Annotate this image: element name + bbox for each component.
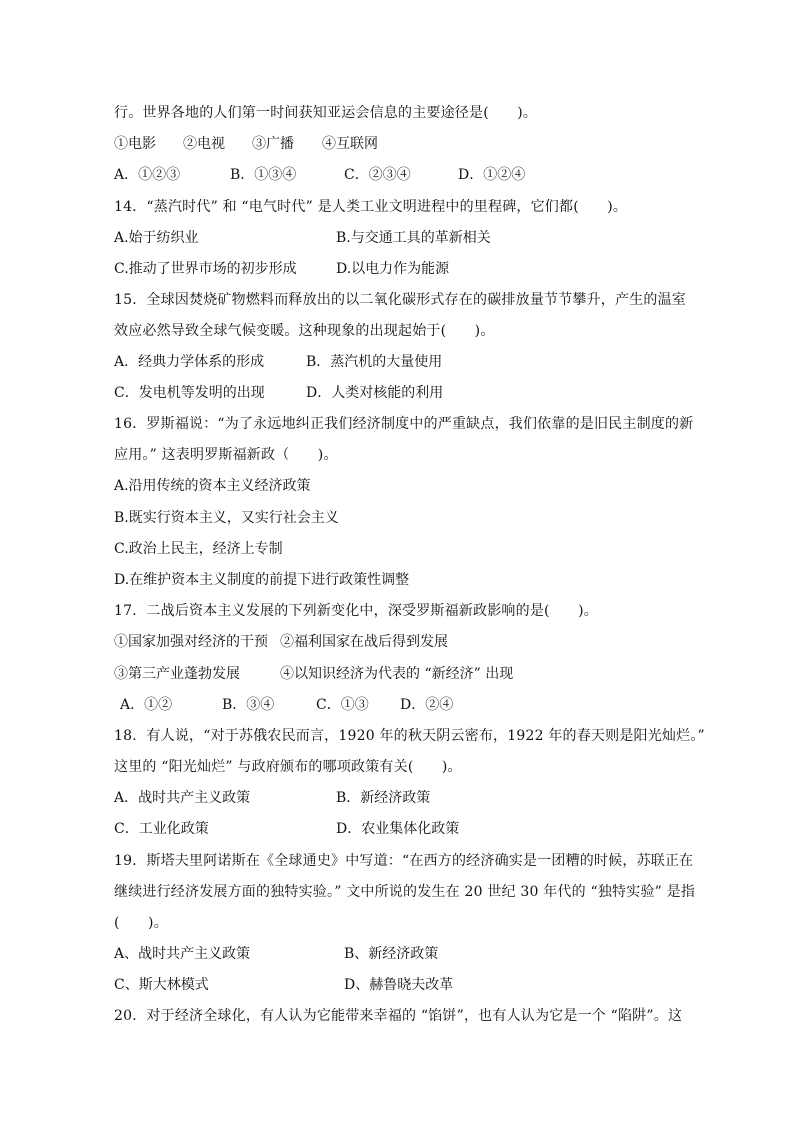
q17-item-2: ②福利国家在战后得到发展 xyxy=(280,634,448,650)
q15-stem-line-2: 效应必然导致全球气候变暖。这种现象的出现起始于( )。 xyxy=(114,323,495,339)
q18-stem-line-2: 这里的 “阳光灿烂” 与政府颁布的哪项政策有关( )。 xyxy=(114,759,462,775)
q15-stem-line-1: 15．全球因焚烧矿物燃料而释放出的以二氧化碳形式存在的碳排放量节节攀升，产生的温室 xyxy=(114,292,687,308)
q13-option-a: A．①②③ xyxy=(114,167,181,183)
q18-option-d: D．农业集体化政策 xyxy=(336,821,460,837)
q18-option-b: B．新经济政策 xyxy=(336,790,431,806)
q19-stem-line-2: 继续进行经济发展方面的独特实验。” 文中所说的发生在 20 世纪 30 年代的 “独特实验” 是指 xyxy=(114,884,696,900)
q17-item-4: ④以知识经济为代表的 “新经济” 出现 xyxy=(280,666,514,682)
q15-option-a: A．经典力学体系的形成 xyxy=(114,354,265,370)
q19-option-b: B、新经济政策 xyxy=(344,946,439,962)
q18-stem-line-1: 18．有人说，“对于苏俄农民而言，1920 年的秋天阴云密布，1922 年的春天则是阳光灿烂。” xyxy=(114,728,705,744)
q15-option-b: B．蒸汽机的大量使用 xyxy=(306,354,443,370)
q17-stem: 17．二战后资本主义发展的下列新变化中，深受罗斯福新政影响的是( )。 xyxy=(114,603,598,619)
q13-item-4: ④互联网 xyxy=(322,136,378,152)
q13-item-1: ①电影 xyxy=(114,136,156,152)
q19-option-c: C、斯大林模式 xyxy=(114,977,209,993)
q13-option-d: D．①②④ xyxy=(458,167,526,183)
q13-option-b: B．①③④ xyxy=(230,167,297,183)
q17-option-d: D．②④ xyxy=(400,697,454,713)
q14-option-a: A.始于纺织业 xyxy=(114,230,199,246)
q16-option-a: A.沿用传统的资本主义经济政策 xyxy=(114,478,311,494)
q14-stem: 14．“蒸汽时代” 和 “电气时代” 是人类工业文明进程中的里程碑，它们都( )。 xyxy=(114,199,628,215)
q16-option-d: D.在维护资本主义制度的前提下进行政策性调整 xyxy=(114,572,410,588)
q17-item-1: ①国家加强对经济的干预 xyxy=(114,634,268,650)
q15-option-c: C．发电机等发明的出现 xyxy=(114,385,265,401)
q13-item-3: ③广播 xyxy=(252,136,294,152)
q13-item-2: ②电视 xyxy=(183,136,225,152)
q17-option-c: C．①③ xyxy=(316,697,369,713)
q13-stem: 行。世界各地的人们第一时间获知亚运会信息的主要途径是( )。 xyxy=(114,105,538,121)
q19-option-a: A、战时共产主义政策 xyxy=(114,946,251,962)
q16-stem-line-2: 应用。” 这表明罗斯福新政（ )。 xyxy=(114,447,338,463)
q16-stem-line-1: 16．罗斯福说：“为了永远地纠正我们经济制度中的严重缺点，我们依靠的是旧民主制度的新 xyxy=(114,416,694,432)
q18-option-c: C．工业化政策 xyxy=(114,821,209,837)
q14-option-c: C.推动了世界市场的初步形成 xyxy=(114,261,297,277)
q18-option-a: A．战时共产主义政策 xyxy=(114,790,251,806)
q20-stem-line-1: 20．对于经济全球化，有人认为它能带来幸福的 “馅饼”，也有人认为它是一个 “陷阱”。这 xyxy=(114,1008,683,1024)
q17-item-3: ③第三产业蓬勃发展 xyxy=(114,666,240,682)
q14-option-b: B.与交通工具的革新相关 xyxy=(336,230,491,246)
q14-option-d: D.以电力作为能源 xyxy=(336,261,450,277)
q17-option-b: B．③④ xyxy=(222,697,275,713)
q16-option-b: B.既实行资本主义，又实行社会主义 xyxy=(114,510,339,526)
q19-stem-line-1: 19．斯塔夫里阿诺斯在《全球通史》中写道：“在西方的经济确实是一团糟的时候，苏联正在 xyxy=(114,853,694,869)
q17-option-a: A．①② xyxy=(120,697,173,713)
q19-stem-line-3: ( )。 xyxy=(114,915,168,931)
q16-option-c: C.政治上民主，经济上专制 xyxy=(114,541,283,557)
q15-option-d: D．人类对核能的利用 xyxy=(306,385,444,401)
q19-option-d: D、赫鲁晓夫改革 xyxy=(344,977,454,993)
q13-option-c: C．②③④ xyxy=(344,167,411,183)
